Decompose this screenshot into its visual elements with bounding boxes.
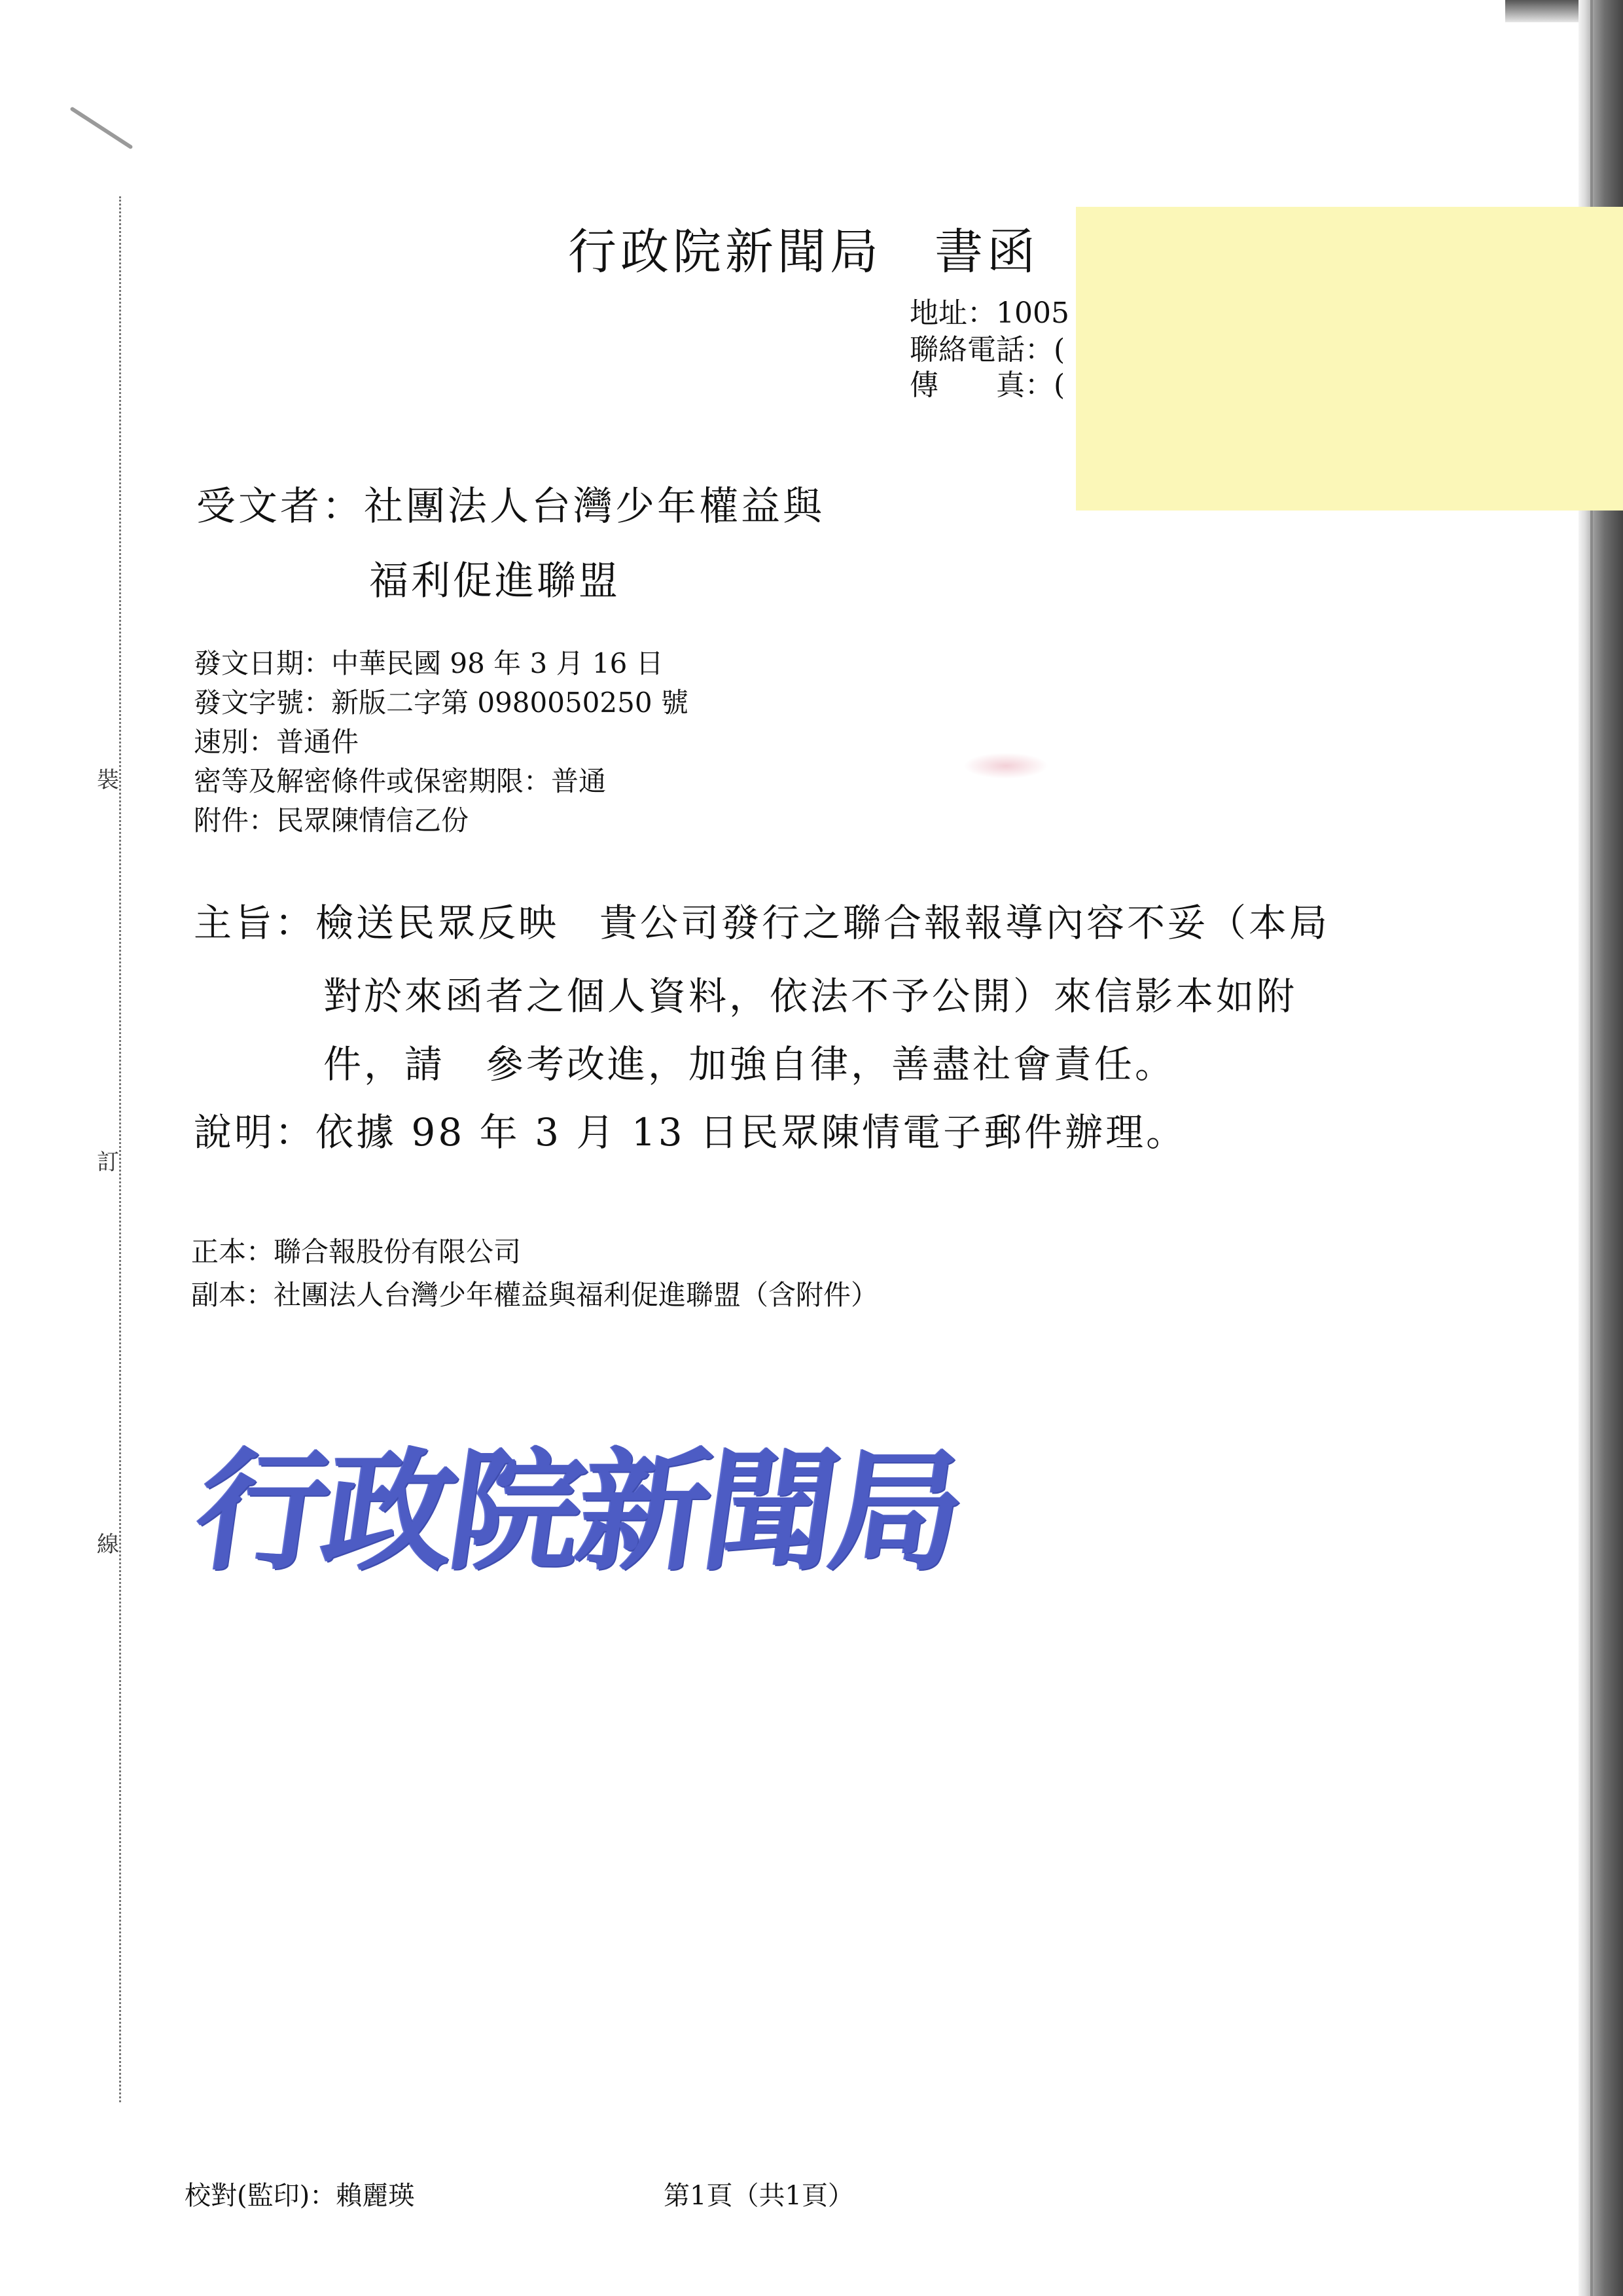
address-line: 地址：1005 bbox=[910, 296, 1069, 330]
fax-line: 傳 真：( bbox=[910, 368, 1065, 402]
binding-mark-bottom: 線 bbox=[97, 1532, 119, 1558]
subject-line-3: 件，請 參考改進，加強自律，善盡社會責任。 bbox=[323, 1042, 1176, 1086]
staple-mark bbox=[69, 106, 133, 149]
phone-line: 聯絡電話：( bbox=[910, 333, 1065, 367]
ink-smudge bbox=[963, 753, 1048, 779]
classification: 密等及解密條件或保密期限：普通 bbox=[194, 765, 607, 797]
explanation-line: 說明：依據 98 年 3 月 13 日民眾陳情電子郵件辦理。 bbox=[194, 1110, 1187, 1155]
recipient-line-1: 受文者：社團法人台灣少年權益與 bbox=[196, 484, 825, 529]
proofreader: 校對(監印)：賴麗瑛 bbox=[185, 2181, 415, 2211]
binding-mark-middle: 訂 bbox=[97, 1149, 119, 1175]
seal-text: 行政院新聞局 bbox=[187, 1436, 971, 1588]
recipient-line-2: 福利促進聯盟 bbox=[369, 558, 620, 604]
redaction-sticky-note bbox=[1076, 207, 1623, 511]
issue-date: 發文日期：中華民國 98 年 3 月 16 日 bbox=[194, 647, 664, 679]
delivery-speed: 速別：普通件 bbox=[194, 726, 359, 758]
agency-seal-stamp bbox=[187, 1436, 971, 1588]
page-number: 第1頁（共1頁） bbox=[664, 2181, 854, 2211]
document-title: 行政院新聞局 書函 bbox=[568, 224, 1039, 280]
subject-line-2: 對於來函者之個人資料，依法不予公開）來信影本如附 bbox=[323, 974, 1298, 1018]
document-number: 發文字號：新版二字第 0980050250 號 bbox=[194, 687, 688, 719]
subject-line-1: 主旨：檢送民眾反映 貴公司發行之聯合報報導內容不妥（本局 bbox=[194, 901, 1330, 945]
distribution-original: 正本：聯合報股份有限公司 bbox=[191, 1236, 522, 1268]
binding-mark-top: 裝 bbox=[97, 767, 119, 793]
distribution-copy: 副本：社團法人台灣少年權益與福利促進聯盟（含附件） bbox=[191, 1279, 879, 1311]
attachment: 附件：民眾陳情信乙份 bbox=[194, 804, 469, 836]
binding-dotted-line bbox=[119, 196, 121, 2102]
